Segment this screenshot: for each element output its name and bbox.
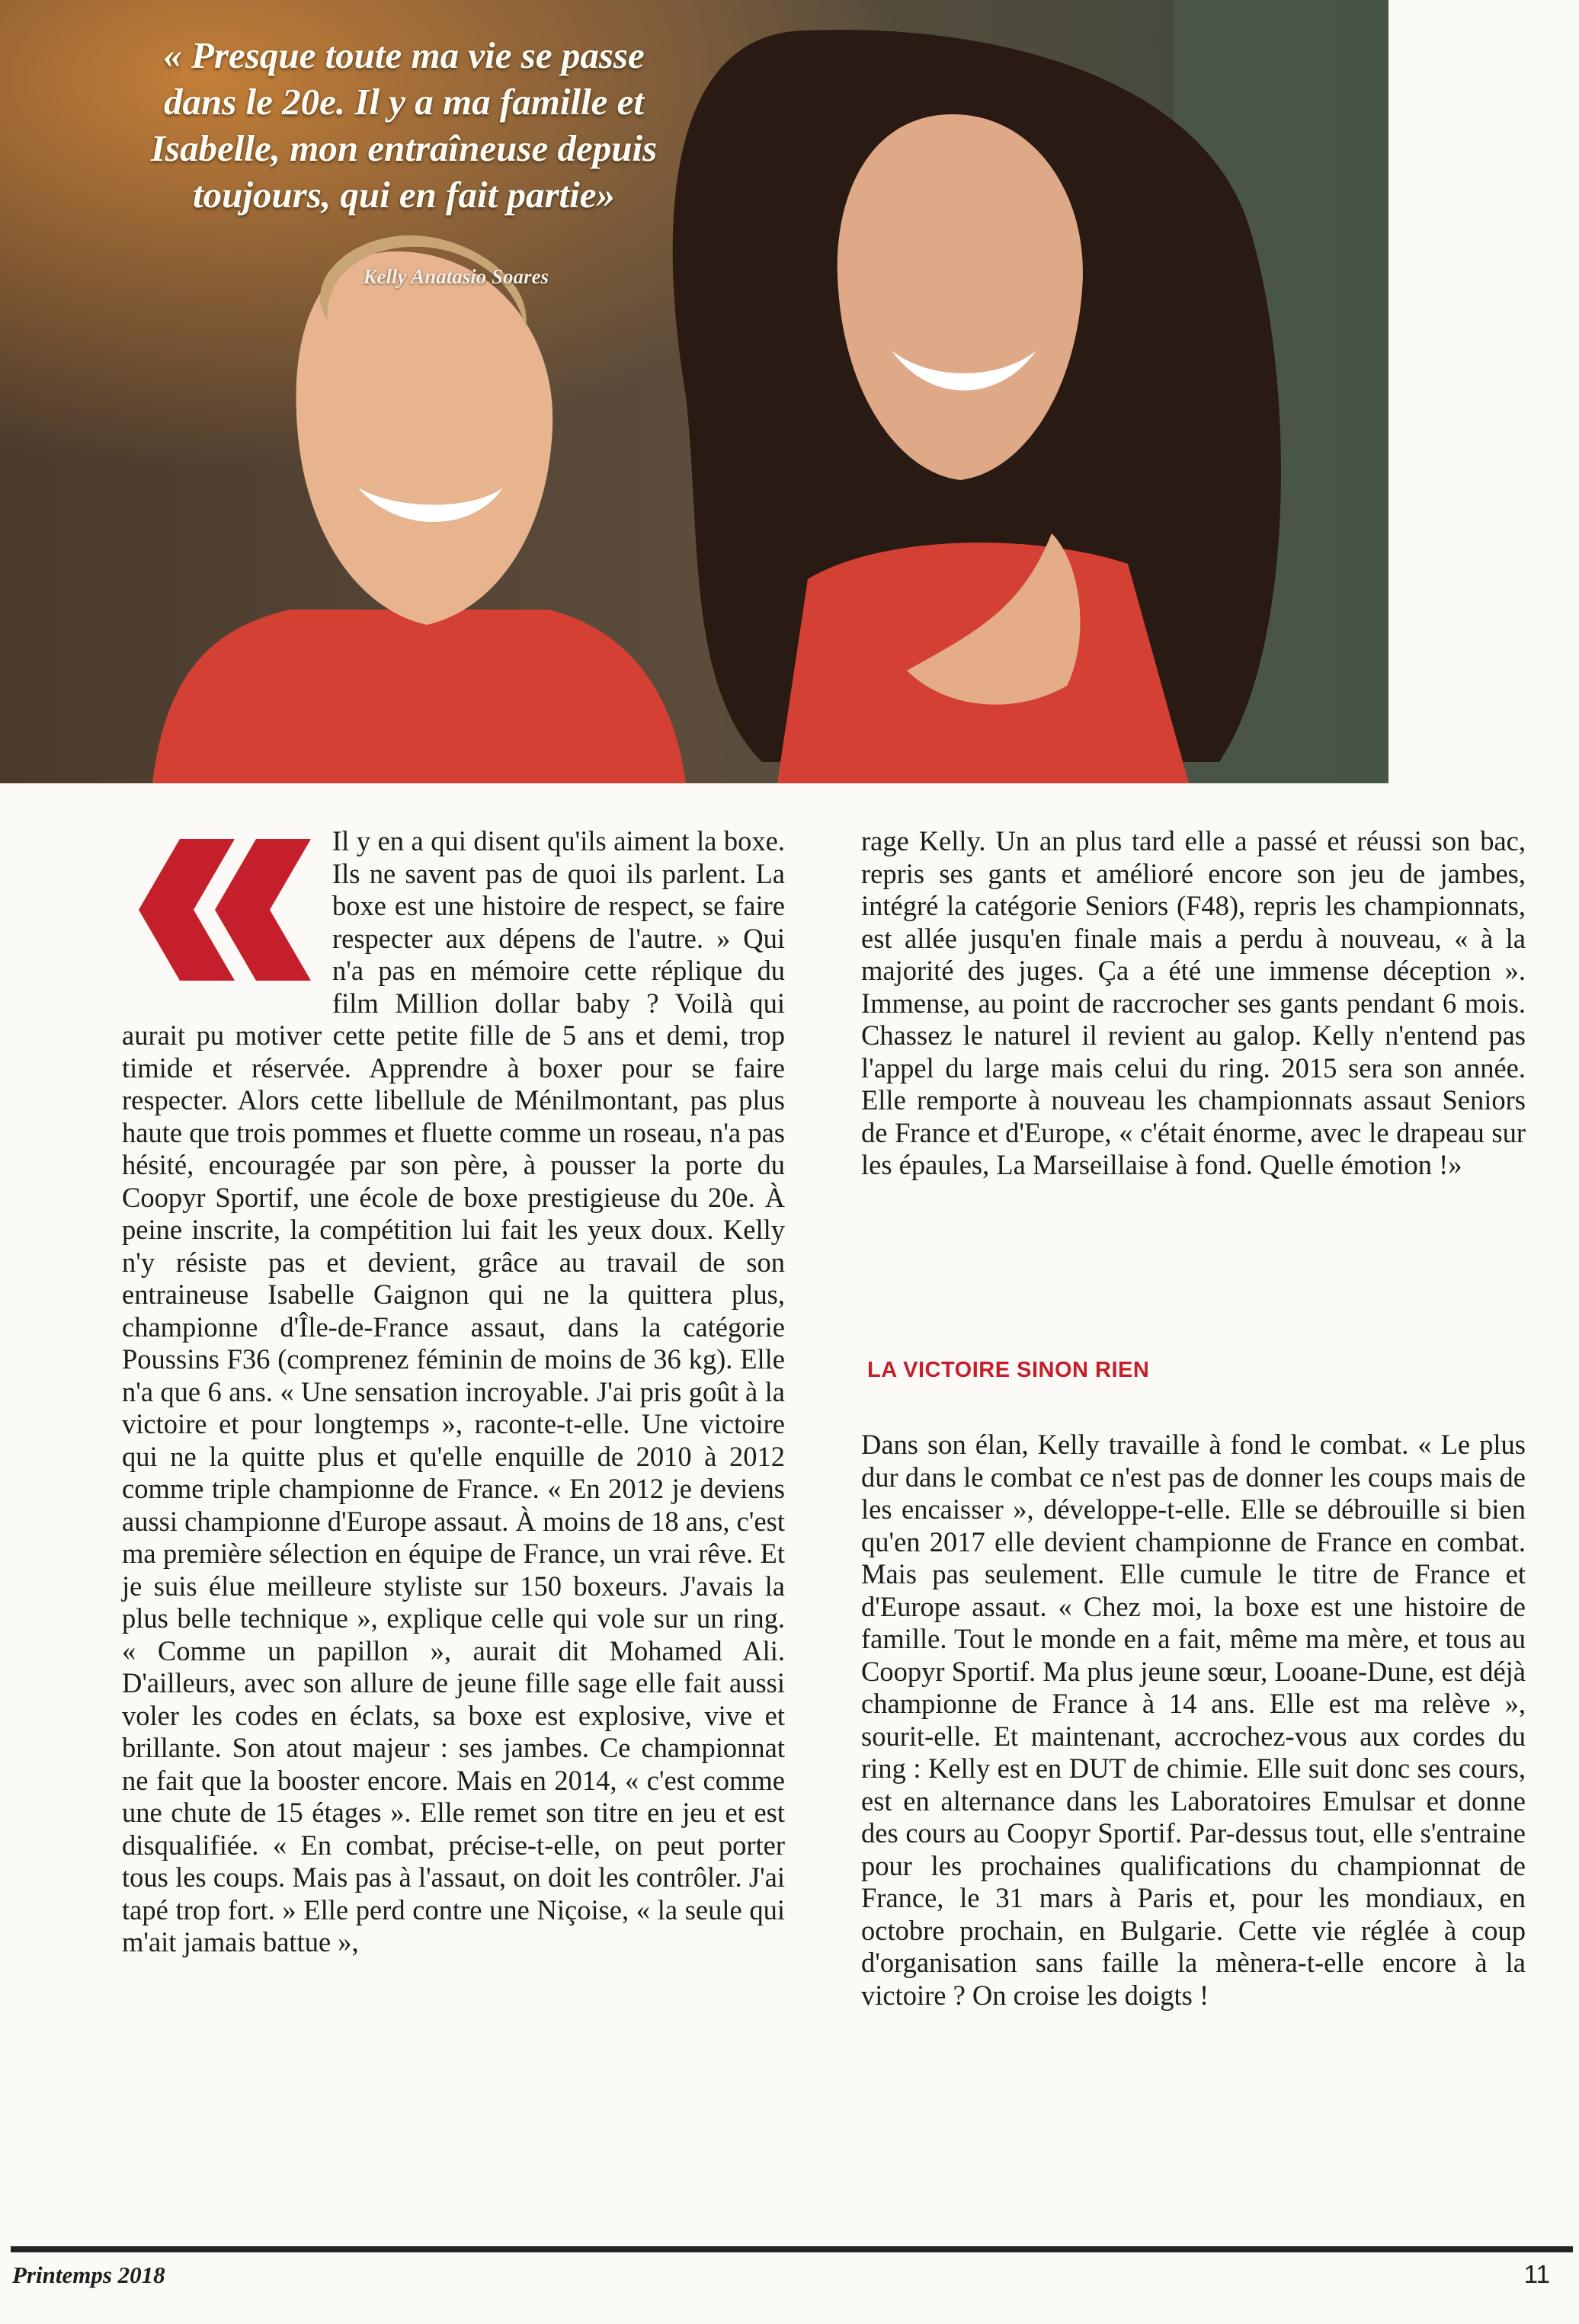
article-column-2-bottom — [861, 1429, 1526, 2012]
footer-rule — [11, 2246, 1573, 2252]
article-column-1 — [122, 825, 785, 1959]
article-column-2-top — [861, 825, 1526, 1182]
pull-quote: « Presque toute ma vie se passe dans le 20e. Il y a ma famille et Isabelle, mon entraîneuse depuis toujours, qui en fait partie» — [150, 34, 658, 216]
page-number: 11 — [1523, 2260, 1550, 2288]
article-paragraph-3: Dans son élan, Kelly travaille à fond le combat. « Le plus dur dans le combat ce n'est pas de donner les coups mais de les encaisser », développe-t-elle. Elle se débrouille si bien qu'en 2017 elle devient championne de France en combat. Mais pas seulement. Elle cumule le titre de France et d'Europe assaut. « Chez moi, la boxe est une histoire de famille. Tout le monde en a fait, même ma mère, et tous au Coopyr Sportif. Ma plus jeune sœur, Looane-Dune, est déjà championne de France à 14 ans. Elle est ma relève », sourit-elle. Et maintenant, accrochez-vous aux cordes du ring : Kelly est en DUT de chimie. Elle suit donc ses cours, est en alternance dans les Laboratoires Emulsar et donne des cours au Coopyr Sportif. Par-dessus tout, elle s'entraine pour les prochaines qualifications du championnat de France, le 31 mars à Paris et, pour les mondiaux, en octobre prochain, en Bulgarie. Cette vie réglée à coup d'organisation sans faille la mènera-t-elle encore à la victoire ? On croise les doigts ! — [861, 1429, 1526, 2011]
section-heading: LA VICTOIRE SINON RIEN — [867, 1358, 1150, 1382]
article-paragraph-1: Il y en a qui disent qu'ils aiment la boxe. Ils ne savent pas de quoi ils parlent. La boxe est une histoire de respect, se faire respecter aux dépens de l'autre. » Qui n'a pas en mémoire cette réplique du film Million dollar baby ? Voilà qui aurait pu motiver cette petite fille de 5 ans et demi, trop timide et réservée. Apprendre à boxer pour se faire respecter. Alors cette libellule de Ménilmontant, pas plus haute que trois pommes et fluette comme un roseau, n'a pas hésité, encouragée par son père, à pousser la porte du Coopyr Sportif, une école de boxe prestigieuse du 20e. À peine inscrite, la compétition lui fait les yeux doux. Kelly n'y résiste pas et devient, grâce au travail de son entraineuse Isabelle Gaignon qui ne la quittera plus, championne d'Île-de-France assaut, dans la catégorie Poussins F36 (comprenez féminin de moins de 36 kg). Elle n'a que 6 ans. « Une sensation incroyable. J'ai pris goût à la victoire et pour longtemps », raconte-t-elle. Une victoire qui ne la quitte plus et qu'elle enquille de 2010 à 2012 comme triple championne de France. « En 2012 je deviens aussi championne d'Europe assaut. À moins de 18 ans, c'est ma première sélection en équipe de France, un vrai rêve. Et je suis élue meilleure styliste sur 150 boxeurs. J'avais la plus belle technique », explique celle qui vole sur un ring. « Comme un papillon », aurait dit Mohamed Ali. D'ailleurs, avec son allure de jeune fille sage elle fait aussi voler les codes en éclats, sa boxe est explosive, vive et brillante. Son atout majeur : ses jambes. Ce championnat ne fait que la booster encore. Mais en 2014, « c'est comme une chute de 15 étages ». Elle remet son titre en jeu et est disqualifiée. « En combat, précise-t-elle, on peut porter tous les coups. Mais pas à l'assaut, on doit les contrôler. J'ai tapé trop fort. » Elle perd contre une Niçoise, « la seule qui m'ait jamais battue », — [122, 825, 785, 1957]
dropcap-guillemet-icon — [120, 825, 332, 994]
issue-label: Printemps 2018 — [12, 2262, 165, 2288]
pull-quote-author: Kelly Anatasio Soares — [363, 265, 549, 288]
header-photo — [0, 0, 1388, 783]
article-paragraph-2: rage Kelly. Un an plus tard elle a passé et réussi son bac, repris ses gants et amélioré encore son jeu de jambes, intégré la catégorie Seniors (F48), repris les championnats, est allée jusqu'en finale mais a perdu à nouveau, « à la majorité des juges. Ça a été une immense déception ». Immense, au point de raccrocher ses gants pendant 6 mois. Chassez le naturel il revient au galop. Kelly n'entend pas l'appel du large mais celui du ring. 2015 sera son année. Elle remporte à nouveau les championnats assaut Seniors de France et d'Europe, « c'était énorme, avec le drapeau sur les épaules, La Marseillaise à fond. Quelle émotion !» — [861, 825, 1526, 1180]
